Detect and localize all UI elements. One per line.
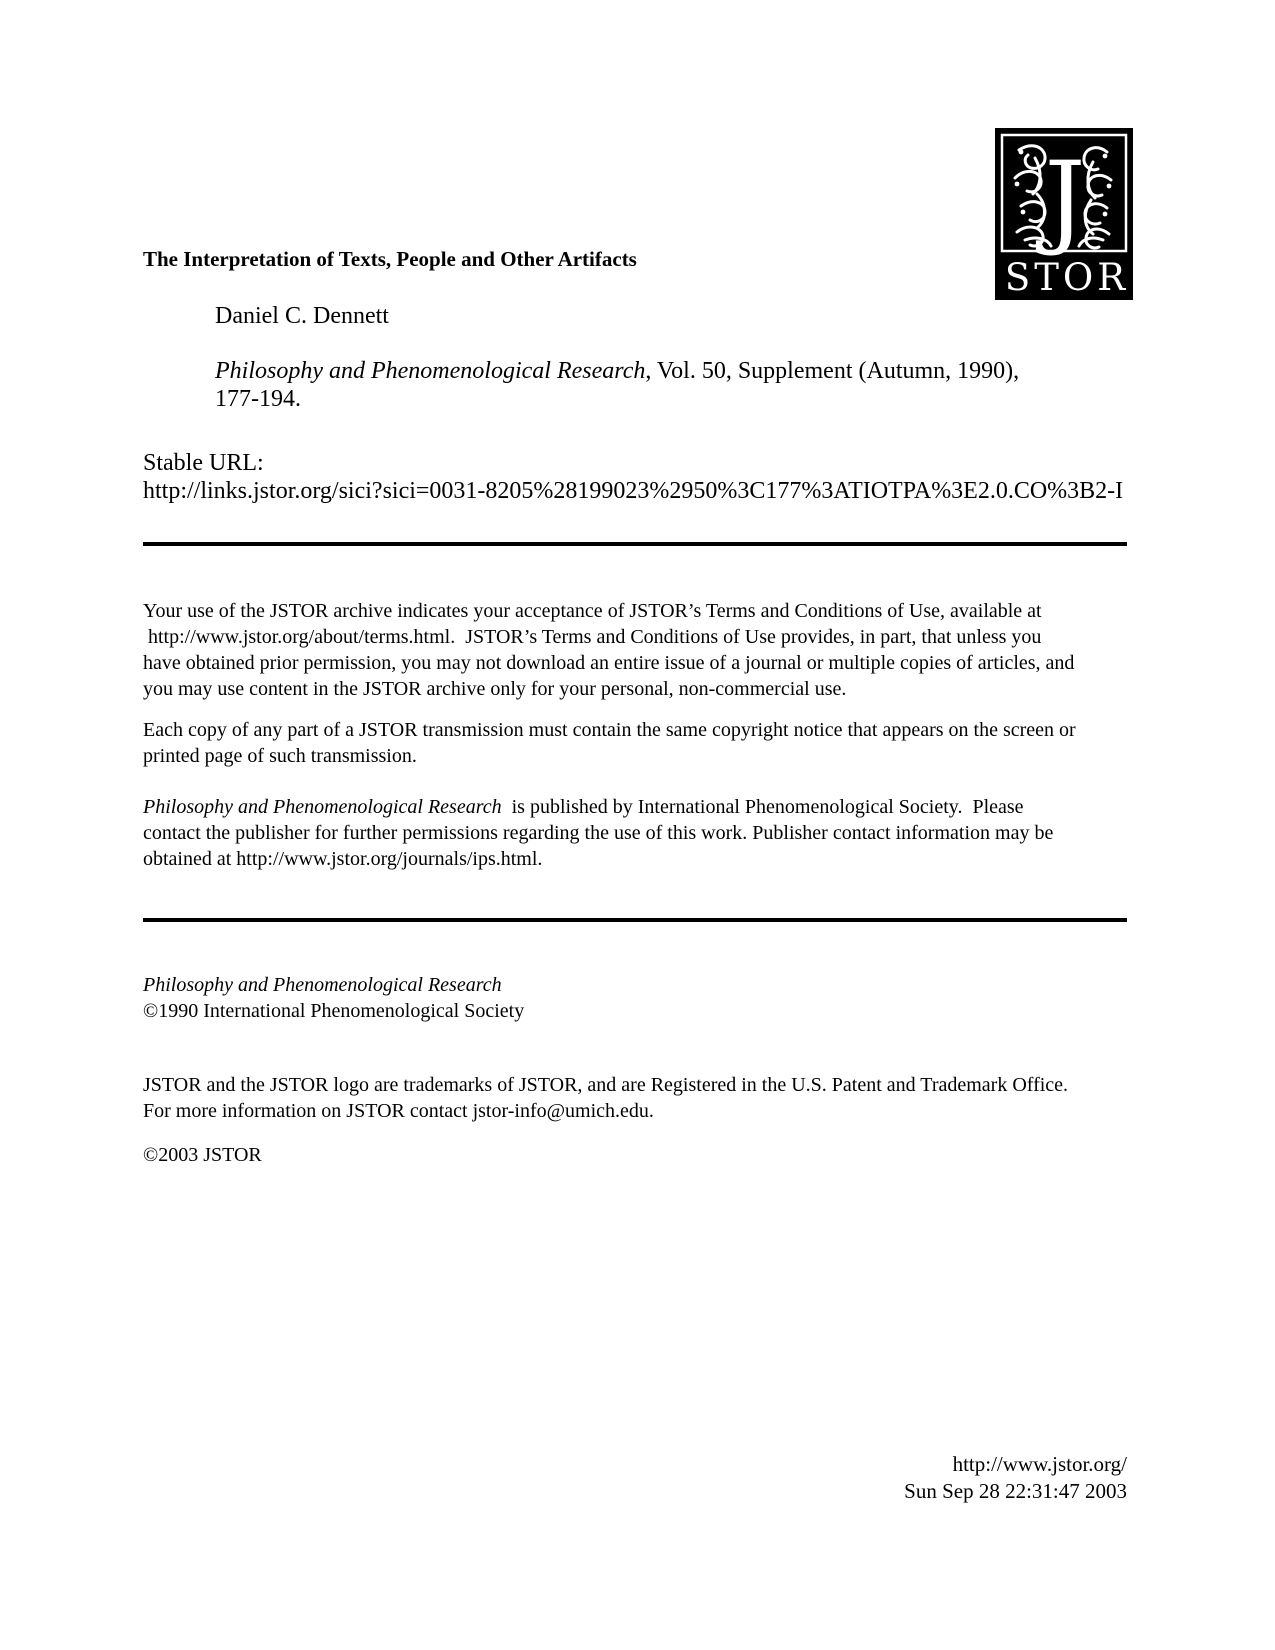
text-line: http://www.jstor.org/about/terms.html. JSTOR’s Terms and Conditions of Use provides, in part, that unless you [143, 626, 1042, 648]
text-line: printed page of such transmission. [143, 745, 417, 767]
footer-url: http://www.jstor.org/ [952, 1452, 1127, 1476]
article-title: The Interpretation of Texts, People and Other Artifacts [143, 247, 637, 271]
stable-url-label: Stable URL: [143, 450, 264, 476]
text-line: JSTOR and the JSTOR logo are trademarks of JSTOR, and are Registered in the U.S. Patent and Trademark Office. [143, 1074, 1069, 1096]
text-line: you may use content in the JSTOR archive only for your personal, non-commercial use. [143, 678, 847, 700]
copyright-notice-paragraph [143, 717, 1076, 769]
page-footer [904, 1451, 1127, 1505]
journal-copyright-block [143, 972, 524, 1024]
journal-name: Philosophy and Phenomenological Research [143, 974, 502, 996]
stable-url: http://links.jstor.org/sici?sici=0031-8205%28199023%2950%3C177%3ATIOTPA%3E2.0.CO%3B2-I [143, 478, 1124, 504]
footer-timestamp: Sun Sep 28 22:31:47 2003 [904, 1479, 1127, 1503]
journal-copyright: ©1990 International Phenomenological Society [143, 1000, 525, 1022]
jstor-copyright: ©2003 JSTOR [143, 1144, 262, 1166]
citation-journal-name: Philosophy and Phenomenological Research [215, 358, 646, 384]
text-line: For more information on JSTOR contact jstor-info@umich.edu. [143, 1100, 654, 1122]
text-line: have obtained prior permission, you may not download an entire issue of a journal or multiple copies of articles, and [143, 652, 1075, 674]
logo-stor-text: STOR [1004, 256, 1130, 299]
trademark-notice [143, 1072, 1068, 1124]
text-line [143, 794, 1053, 820]
citation-pages: 177-194. [215, 386, 301, 412]
citation-details: , Vol. 50, Supplement (Autumn, 1990), [645, 358, 1020, 384]
terms-of-use-paragraph [143, 598, 1074, 702]
citation-line [215, 357, 1019, 385]
text-line: contact the publisher for further permissions regarding the use of this work. Publisher contact information may be [143, 822, 1054, 844]
jstor-logo-graphic [995, 128, 1133, 300]
jstor-ornate-j-icon: J [1044, 140, 1086, 259]
publisher-line-rest: is published by International Phenomenological Society. Please [501, 796, 1024, 818]
text-line: obtained at http://www.jstor.org/journals/ips.html. [143, 848, 543, 870]
jstor-logo [995, 128, 1133, 300]
text-line: Each copy of any part of a JSTOR transmission must contain the same copyright notice that appears on the screen or [143, 719, 1076, 741]
article-author: Daniel C. Dennett [215, 303, 389, 329]
publisher-paragraph [143, 794, 1053, 872]
text-line: Your use of the JSTOR archive indicates your acceptance of JSTOR’s Terms and Conditions of Use, available at [143, 600, 1042, 622]
publisher-journal-name: Philosophy and Phenomenological Research [143, 796, 502, 818]
divider-bottom [143, 918, 1127, 922]
citation-block [215, 357, 1019, 413]
divider-top [143, 542, 1127, 546]
stable-url-block [143, 449, 1123, 505]
